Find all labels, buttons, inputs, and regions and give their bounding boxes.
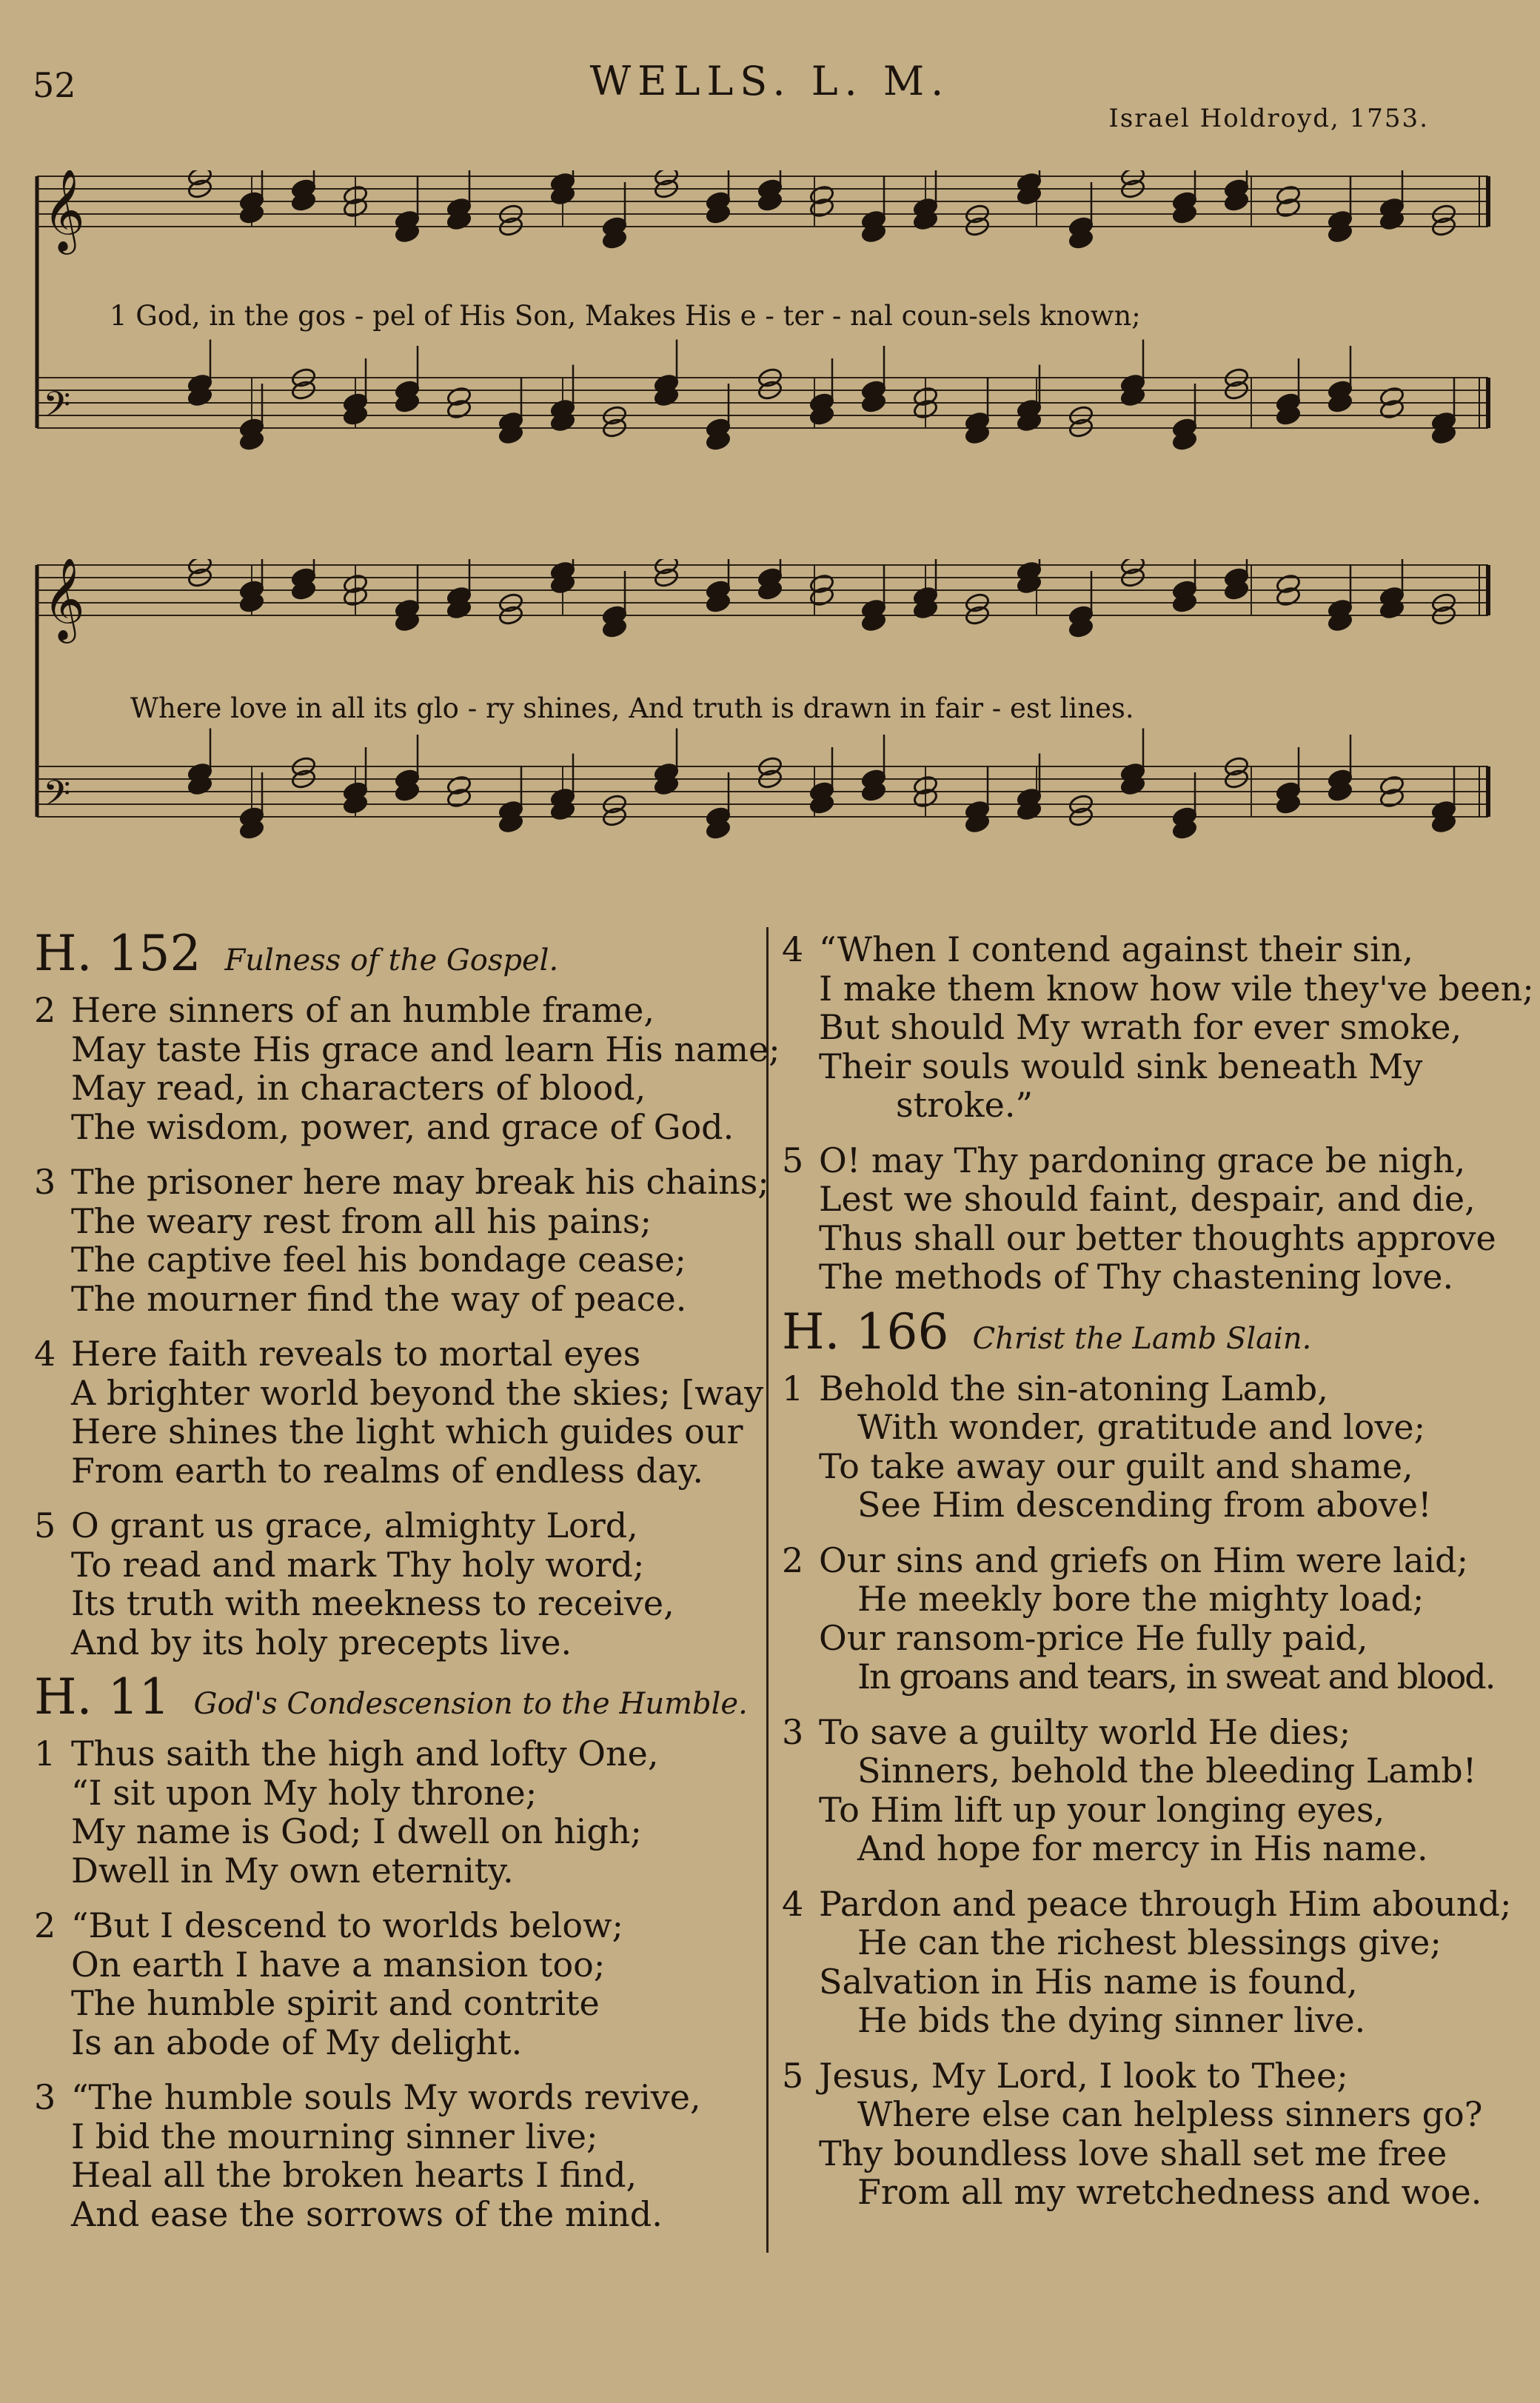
verse-line: Pardon and peace through Him abound; bbox=[819, 1883, 1512, 1924]
verse bbox=[34, 2078, 780, 2233]
verse-line: In groans and tears, in sweat and blood. bbox=[857, 1657, 1495, 1697]
verse-number: 1 bbox=[34, 1734, 56, 1774]
verse bbox=[34, 1906, 780, 2062]
hymn-166 bbox=[782, 1303, 1534, 2212]
verse-line: Thy boundless love shall set me free bbox=[819, 2133, 1447, 2173]
verse-line: And hope for mercy in His name. bbox=[857, 1828, 1428, 1868]
verse-line: The methods of Thy chastening love. bbox=[819, 1257, 1454, 1297]
verse bbox=[34, 1506, 780, 1662]
verse-line: To save a guilty world He dies; bbox=[819, 1711, 1351, 1752]
bass-clef: 𝄢 bbox=[43, 772, 71, 823]
verse-line: “But I descend to worlds below; bbox=[71, 1905, 623, 1945]
verse bbox=[782, 1369, 1534, 1525]
verse bbox=[34, 1734, 780, 1890]
verse-line: Here shines the light which guides our bbox=[71, 1411, 743, 1451]
verse-line: But should My wrath for ever smoke, bbox=[819, 1007, 1462, 1047]
verse-line: My name is God; I dwell on high; bbox=[71, 1811, 642, 1851]
verse-line: Our ransom-price He fully paid, bbox=[819, 1617, 1368, 1658]
page-number: 52 bbox=[33, 65, 76, 105]
verse-line: Salvation in His name is found, bbox=[819, 1961, 1358, 2002]
verse-line: To take away our guilt and shame, bbox=[819, 1446, 1413, 1486]
verse bbox=[34, 991, 780, 1146]
verse-line: The weary rest from all his pains; bbox=[71, 1200, 652, 1241]
hymn-number: H. 11 bbox=[34, 1668, 170, 1725]
verse-number: 3 bbox=[782, 1711, 804, 1752]
verse-line: May taste His grace and learn His name; bbox=[71, 1029, 780, 1069]
verse-line: The mourner find the way of peace. bbox=[71, 1278, 687, 1319]
verse-line: Jesus, My Lord, I look to Thee; bbox=[819, 2055, 1348, 2096]
lyrics-line-2: Where love in all its glo - ry shines, And truth is drawn in fair - est lines. bbox=[130, 692, 1134, 724]
hymn-number: H. 152 bbox=[34, 925, 201, 982]
verse-line: He bids the dying sinner live. bbox=[857, 2000, 1366, 2040]
right-column bbox=[782, 930, 1534, 2228]
verse-line: I make them know how vile they've been; bbox=[819, 968, 1534, 1009]
verse-line: O grant us grace, almighty Lord, bbox=[71, 1505, 638, 1545]
verse-line: Lest we should faint, despair, and die, bbox=[819, 1179, 1476, 1219]
treble-clef: 𝄞 bbox=[43, 170, 85, 251]
verse-line: “The humble souls My words revive, bbox=[71, 2077, 701, 2117]
verse bbox=[34, 1163, 780, 1318]
verse-line: Heal all the broken hearts I find, bbox=[71, 2155, 637, 2195]
verse-number: 5 bbox=[782, 2055, 804, 2096]
verse-line: See Him descending from above! bbox=[857, 1485, 1432, 1525]
hymn-number: H. 166 bbox=[782, 1303, 949, 1360]
hymn-theme: Christ the Lamb Slain. bbox=[972, 1321, 1312, 1356]
verse-line: A brighter world beyond the skies; [way bbox=[71, 1372, 764, 1413]
verse-line: With wonder, gratitude and love; bbox=[857, 1407, 1426, 1447]
verse-number: 4 bbox=[34, 1334, 56, 1374]
verse-number: 5 bbox=[34, 1505, 56, 1545]
verse-number: 5 bbox=[782, 1140, 804, 1180]
left-column bbox=[34, 925, 780, 2250]
verse-line: May read, in characters of blood, bbox=[71, 1068, 646, 1108]
verse bbox=[782, 2056, 1534, 2212]
verse-number: 3 bbox=[34, 2077, 56, 2117]
hymn-theme: Fulness of the Gospel. bbox=[224, 943, 559, 977]
verse-line: “When I contend against their sin, bbox=[819, 929, 1414, 969]
treble-clef: 𝄞 bbox=[43, 559, 85, 640]
verse-line: Our sins and griefs on Him were laid; bbox=[819, 1540, 1469, 1580]
verse bbox=[782, 1541, 1534, 1697]
verse-line: The wisdom, power, and grace of God. bbox=[71, 1106, 734, 1147]
verse-line: The prisoner here may break his chains; bbox=[71, 1162, 769, 1202]
verse-line: The humble spirit and contrite bbox=[71, 1983, 600, 2023]
verse bbox=[34, 1334, 780, 1490]
lyrics-line-1: 1 God, in the gos - pel of His Son, Makes His e - ter - nal coun-sels known; bbox=[110, 300, 1141, 332]
verse-number: 3 bbox=[34, 1162, 56, 1202]
verse-line: He meekly bore the mighty load; bbox=[857, 1579, 1424, 1619]
composer-credit: Israel Holdroyd, 1753. bbox=[1108, 104, 1429, 133]
verse-line: Dwell in My own eternity. bbox=[71, 1850, 514, 1891]
hymn-theme: God's Condescension to the Humble. bbox=[193, 1687, 748, 1721]
verse-line: From all my wretchedness and woe. bbox=[857, 2172, 1482, 2212]
verse-line: Sinners, behold the bleeding Lamb! bbox=[857, 1751, 1477, 1791]
verse-line: Thus saith the high and lofty One, bbox=[71, 1734, 659, 1774]
verse-number: 4 bbox=[782, 1883, 804, 1924]
verse-number: 1 bbox=[782, 1368, 804, 1408]
tune-title: WELLS. L. M. bbox=[589, 58, 951, 104]
verse-line: He can the richest blessings give; bbox=[857, 1922, 1442, 1962]
verse-line: “I sit upon My holy throne; bbox=[71, 1772, 538, 1813]
music-system-1 bbox=[0, 170, 1540, 511]
verse-line: And ease the sorrows of the mind. bbox=[71, 2193, 663, 2234]
verse-line: From earth to realms of endless day. bbox=[71, 1450, 703, 1491]
verse-line: Thus shall our better thoughts approve bbox=[819, 1217, 1496, 1258]
verse-line: Their souls would sink beneath My bbox=[819, 1046, 1423, 1086]
verse-line: O! may Thy pardoning grace be nigh, bbox=[819, 1140, 1466, 1180]
music-system-2 bbox=[0, 559, 1540, 900]
verse-line: Behold the sin-atoning Lamb, bbox=[819, 1368, 1328, 1408]
verse-line: Where else can helpless sinners go? bbox=[857, 2094, 1483, 2134]
verse-line: Here faith reveals to mortal eyes bbox=[71, 1334, 641, 1374]
verse-line: And by its holy precepts live. bbox=[71, 1622, 572, 1662]
verse-line: stroke.” bbox=[896, 1085, 1034, 1125]
verse bbox=[782, 1885, 1534, 2040]
hymn-152-continued bbox=[782, 930, 1534, 1297]
verse-line: Its truth with meekness to receive, bbox=[71, 1583, 674, 1623]
hymn-152 bbox=[34, 925, 780, 1662]
verse-number: 2 bbox=[34, 990, 56, 1030]
verse bbox=[782, 1141, 1534, 1297]
verse-line: To read and mark Thy holy word; bbox=[71, 1544, 645, 1585]
verse-line: I bid the mourning sinner live; bbox=[71, 2116, 598, 2156]
verse-line: Is an abode of My delight. bbox=[71, 2022, 523, 2062]
bass-clef: 𝄢 bbox=[43, 384, 71, 434]
verse-line: Here sinners of an humble frame, bbox=[71, 990, 654, 1030]
verse-number: 2 bbox=[782, 1540, 804, 1580]
verse-number: 4 bbox=[782, 929, 804, 969]
verse-line: To Him lift up your longing eyes, bbox=[819, 1789, 1385, 1830]
verse bbox=[782, 930, 1534, 1125]
verse bbox=[782, 1713, 1534, 1868]
hymn-11 bbox=[34, 1668, 780, 2234]
verse-line: On earth I have a mansion too; bbox=[71, 1944, 606, 1985]
verse-number: 2 bbox=[34, 1905, 56, 1945]
verse-line: The captive feel his bondage cease; bbox=[71, 1240, 686, 1280]
